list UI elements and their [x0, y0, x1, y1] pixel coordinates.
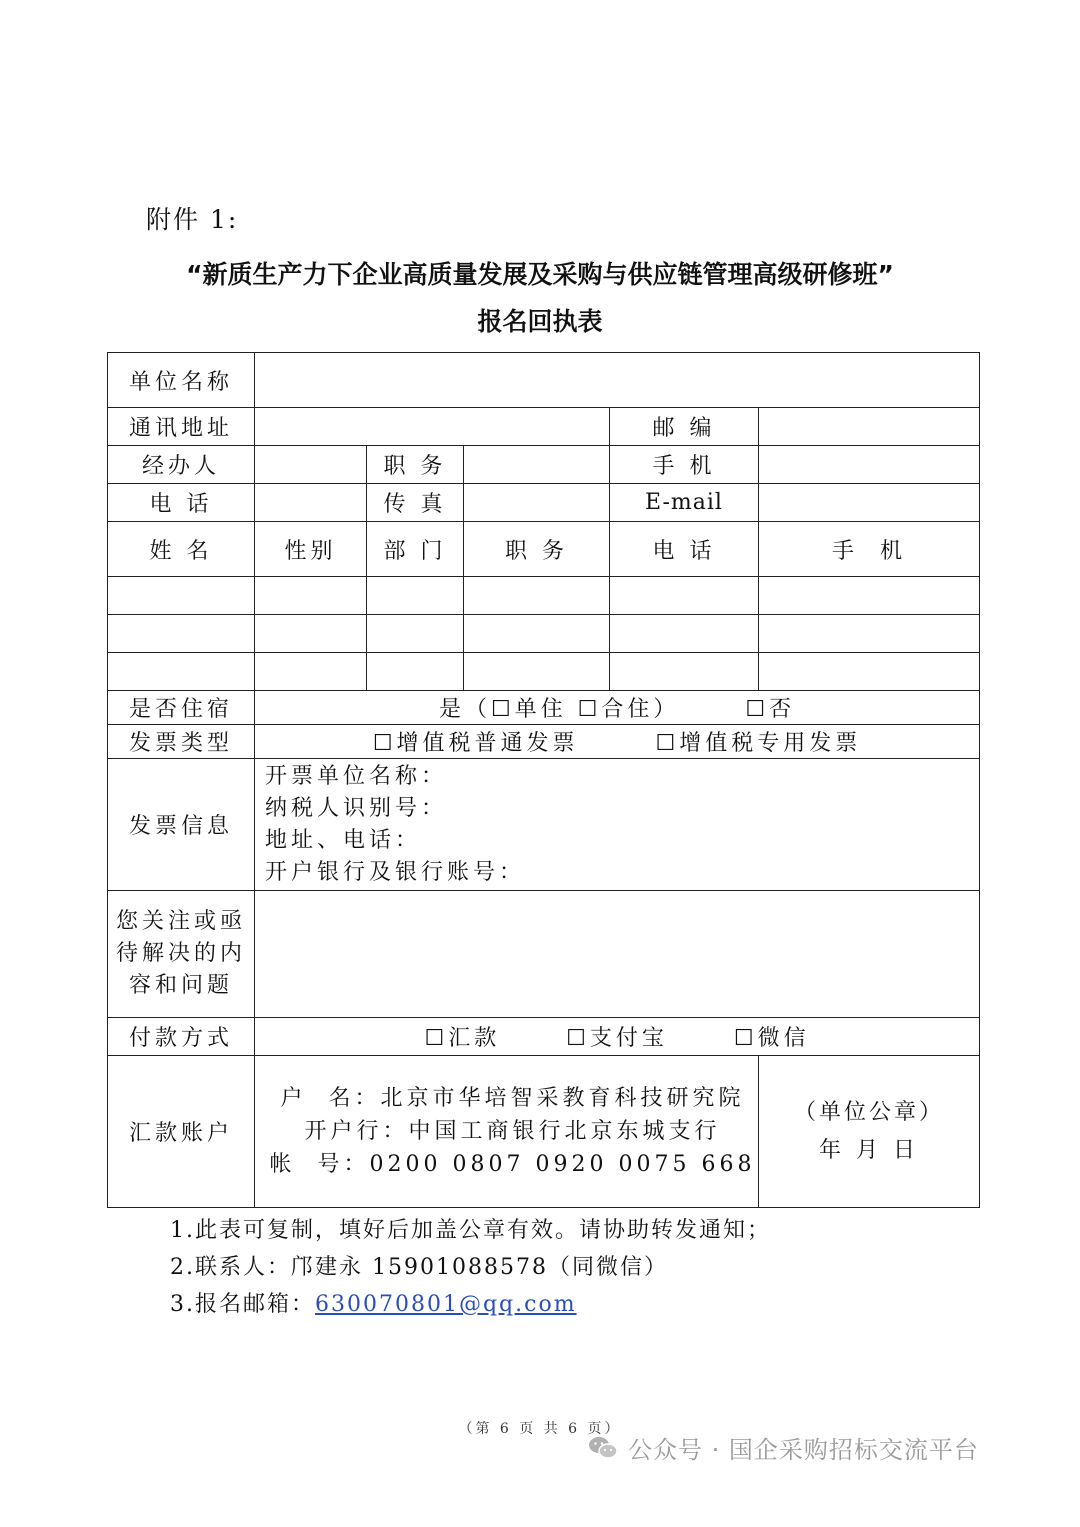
- account-name-line: 户 名：北京市华培智采教育科技研究院: [280, 1086, 745, 1111]
- attendee-row: [108, 653, 980, 691]
- attendee-row: [108, 577, 980, 615]
- payment-options[interactable]: ☐汇款 ☐支付宝 ☐微信: [255, 1018, 980, 1056]
- attendee-cell[interactable]: [759, 577, 980, 615]
- note-contact: 2.联系人：邝建永 15901088578（同微信）: [170, 1255, 668, 1280]
- attendee-cell[interactable]: [610, 653, 759, 691]
- col-gender: 性别: [255, 522, 367, 577]
- position-field[interactable]: [464, 446, 610, 484]
- invoice-info-field[interactable]: [255, 759, 980, 891]
- note-email: [170, 1286, 771, 1323]
- postcode-label: 邮 编: [610, 408, 759, 446]
- concerns-label: 您关注或亟待解决的内容和问题: [108, 891, 255, 1018]
- form-title: “新质生产力下企业高质量发展及采购与供应链管理高级研修班”: [186, 260, 894, 289]
- invoice-company-line: 开票单位名称：: [265, 763, 448, 789]
- seal-date: 年 月 日: [819, 1137, 920, 1163]
- attendee-cell[interactable]: [367, 615, 464, 653]
- unit-name-field[interactable]: [255, 353, 980, 408]
- phone-field[interactable]: [255, 484, 367, 522]
- seal-label: （单位公章）: [794, 1099, 945, 1125]
- unit-name-label: 单位名称: [108, 353, 255, 408]
- payment-label: 付款方式: [108, 1018, 255, 1056]
- mobile-field[interactable]: [759, 446, 980, 484]
- attendee-cell[interactable]: [255, 615, 367, 653]
- seal-cell: [759, 1056, 980, 1208]
- attendee-cell[interactable]: [610, 577, 759, 615]
- note-email-prefix: 3.报名邮箱：: [170, 1292, 315, 1317]
- attendee-cell[interactable]: [464, 577, 610, 615]
- invoice-info-label: 发票信息: [108, 759, 255, 891]
- account-details: [255, 1056, 759, 1208]
- mobile-label: 手 机: [610, 446, 759, 484]
- account-bank-line: 开户行：中国工商银行北京东城支行: [304, 1119, 721, 1144]
- concerns-field[interactable]: [255, 891, 980, 1018]
- postcode-field[interactable]: [759, 408, 980, 446]
- attendee-cell[interactable]: [367, 653, 464, 691]
- watermark: [588, 1430, 979, 1465]
- phone-label: 电 话: [108, 484, 255, 522]
- attendee-row: [108, 615, 980, 653]
- handler-label: 经办人: [108, 446, 255, 484]
- invoice-bank-line: 开户银行及银行账号：: [265, 859, 526, 885]
- lodging-label: 是否住宿: [108, 691, 255, 725]
- attendee-cell[interactable]: [464, 653, 610, 691]
- invoice-type-label: 发票类型: [108, 725, 255, 759]
- position-label: 职 务: [367, 446, 464, 484]
- invoice-type-options[interactable]: ☐增值税普通发票 ☐增值税专用发票: [255, 725, 980, 759]
- fax-field[interactable]: [464, 484, 610, 522]
- attendee-cell[interactable]: [759, 653, 980, 691]
- attendee-cell[interactable]: [255, 653, 367, 691]
- form-subtitle: 报名回执表: [477, 307, 603, 336]
- notes: [170, 1212, 771, 1323]
- attendee-cell[interactable]: [759, 615, 980, 653]
- address-label: 通讯地址: [108, 408, 255, 446]
- attendee-cell[interactable]: [610, 615, 759, 653]
- col-mobile: 手 机: [759, 522, 980, 577]
- attendee-cell[interactable]: [255, 577, 367, 615]
- attendee-cell[interactable]: [108, 615, 255, 653]
- invoice-address-line: 地址、电话：: [265, 827, 422, 853]
- page-number: （第 6 页 共 6 页）: [458, 1421, 622, 1437]
- note-copy: 1.此表可复制，填好后加盖公章有效。请协助转发通知；: [170, 1218, 771, 1243]
- email-link[interactable]: 630070801@qq.com: [315, 1292, 577, 1317]
- handler-field[interactable]: [255, 446, 367, 484]
- col-name: 姓 名: [108, 522, 255, 577]
- fax-label: 传 真: [367, 484, 464, 522]
- lodging-options[interactable]: 是（☐单住 ☐合住） ☐否: [255, 691, 980, 725]
- col-phone: 电 话: [610, 522, 759, 577]
- account-number-line: 帐 号：0200 0807 0920 0075 668: [269, 1152, 756, 1177]
- attachment-label: 附件 1:: [146, 205, 239, 234]
- attendee-cell[interactable]: [367, 577, 464, 615]
- attendee-cell[interactable]: [108, 577, 255, 615]
- col-position: 职 务: [464, 522, 610, 577]
- attendee-header-row: [108, 522, 980, 577]
- attendee-cell[interactable]: [108, 653, 255, 691]
- registration-form-table: [107, 352, 980, 1208]
- watermark-text: 公众号 · 国企采购招标交流平台: [628, 1436, 979, 1464]
- email-label: E-mail: [610, 484, 759, 522]
- wechat-icon: [588, 1435, 618, 1461]
- col-department: 部 门: [367, 522, 464, 577]
- email-field[interactable]: [759, 484, 980, 522]
- account-label: 汇款账户: [108, 1056, 255, 1208]
- invoice-taxid-line: 纳税人识别号：: [265, 795, 448, 821]
- address-field[interactable]: [255, 408, 610, 446]
- attendee-cell[interactable]: [464, 615, 610, 653]
